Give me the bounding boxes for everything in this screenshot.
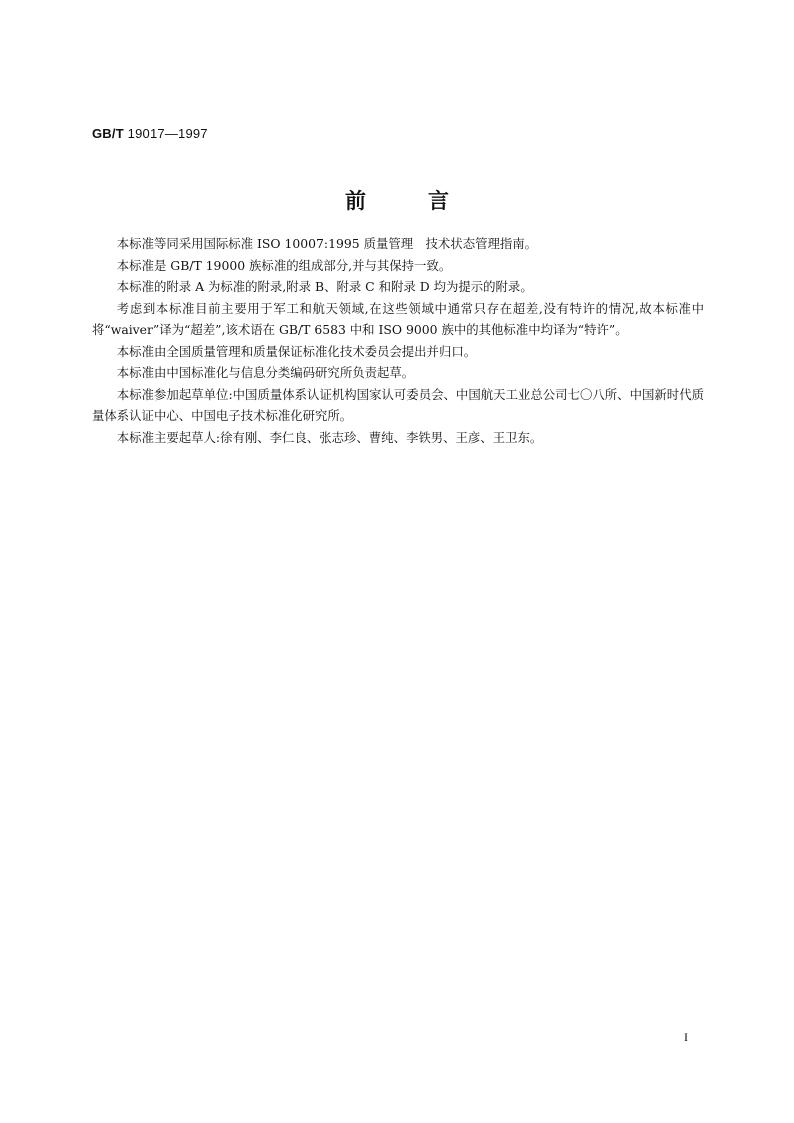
standard-number: 19017—1997 (127, 126, 208, 141)
paragraph-proposer: 本标准由全国质量管理和质量保证标准化技术委员会提出并归口。 (116, 343, 477, 359)
paragraph-family: 本标准是 GB/T 19000 族标准的组成部分,并与其保持一致。 (116, 257, 452, 273)
standard-code (92, 126, 208, 141)
paragraph-authors: 本标准主要起草人:徐有刚、李仁良、张志珍、曹纯、李铁男、王彦、王卫东。 (116, 429, 543, 445)
paragraph-drafter: 本标准由中国标准化与信息分类编码研究所负责起草。 (116, 365, 415, 380)
standard-prefix: GB/T (92, 126, 124, 141)
page-title: 前言 (345, 189, 511, 213)
foreword-body (92, 233, 704, 448)
paragraph-terminology: 考虑到本标准目前主要用于军工和航天领域,在这些领域中通常只存在超差,没有特许的情况,故本标准中将“waiver”译为“超差”,该术语在 GB/T 6583 中和 ISO 9000 族中的其他标准中均译为“特许”。 (92, 300, 704, 337)
page-number: I (684, 1030, 688, 1044)
paragraph-appendices: 本标准的附录 A 为标准的附录,附录 B、附录 C 和附录 D 均为提示的附录。 (116, 279, 533, 294)
paragraph-participants: 本标准参加起草单位:中国质量体系认证机构国家认可委员会、中国航天工业总公司七〇八所、中国新时代质量体系认证中心、中国电子技术标准化研究所。 (92, 386, 704, 423)
paragraph-adoption: 本标准等同采用国际标准 ISO 10007:1995 质量管理 技术状态管理指南。 (116, 236, 538, 251)
